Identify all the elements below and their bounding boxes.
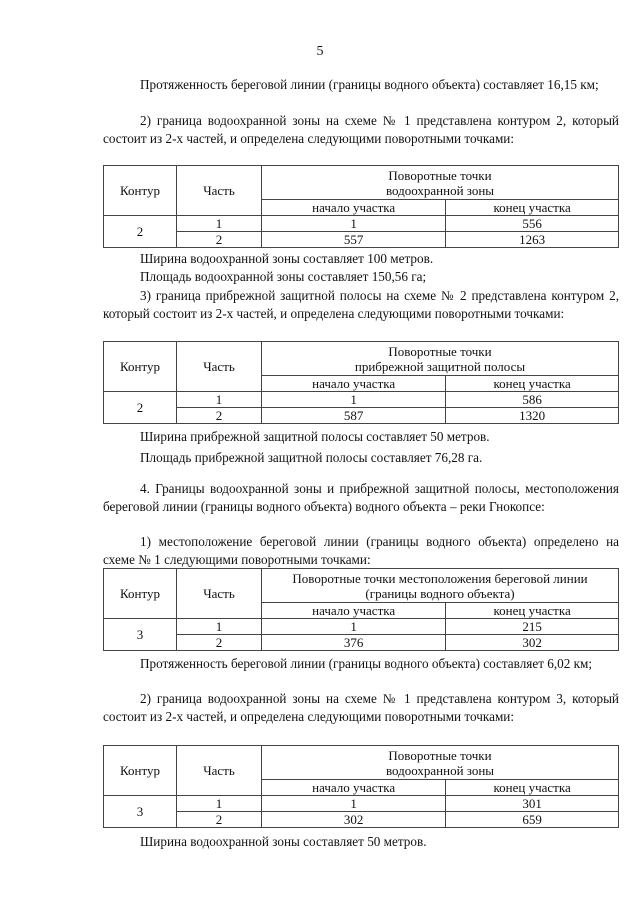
table-row [104,408,619,424]
cell-start: 557 [262,232,446,248]
header-end: конец участка [446,780,619,796]
cell-end: 301 [446,796,619,812]
cell-end: 556 [446,216,619,232]
header-end: конец участка [446,603,619,619]
cell-contour: 3 [104,796,177,828]
header-part: Часть [177,342,262,392]
table-water-zone-contour-2 [103,165,619,248]
cell-end: 215 [446,619,619,635]
header-start: начало участка [262,200,446,216]
text-strip-width: Ширина прибрежной защитной полосы составляет 50 метров. [140,429,490,444]
cell-start: 1 [262,619,446,635]
paragraph-shoreline-length-2: Протяженность береговой линии (границы водного объекта) составляет 6,02 км; [140,656,593,671]
table-row [104,392,619,408]
header-part: Часть [177,166,262,216]
paragraph-water-zone-1: 2) граница водоохранной зоны на схеме № 1 представлена контуром 2, который состоит из 2-х частей, и определена следующими поворотными точками: [103,113,619,146]
header-start: начало участка [262,603,446,619]
cell-end: 1263 [446,232,619,248]
cell-part: 1 [177,619,262,635]
cell-start: 376 [262,635,446,651]
table-row [104,216,619,232]
cell-end: 659 [446,812,619,828]
table-row [104,812,619,828]
cell-end: 586 [446,392,619,408]
table-row [104,232,619,248]
header-contour: Контур [104,746,177,796]
paragraph-water-zone-2: 2) граница водоохранной зоны на схеме № 1 представлена контуром 3, который состоит из 2-х частей, и определена следующими поворотными точками: [103,691,619,724]
header-contour: Контур [104,342,177,392]
header-end: конец участка [446,200,619,216]
cell-part: 2 [177,635,262,651]
cell-part: 2 [177,812,262,828]
table-row [104,619,619,635]
header-turning-points: Поворотные точки прибрежной защитной полосы [262,342,619,376]
table-water-zone-contour-3 [103,745,619,828]
text-strip-area: Площадь прибрежной защитной полосы составляет 76,28 га. [140,450,483,465]
header-start: начало участка [262,376,446,392]
cell-start: 1 [262,392,446,408]
cell-part: 1 [177,216,262,232]
text-zone-area-1: Площадь водоохранной зоны составляет 150,56 га; [140,269,427,284]
header-start: начало участка [262,780,446,796]
cell-part: 2 [177,232,262,248]
cell-end: 302 [446,635,619,651]
text-zone-width-2: Ширина водоохранной зоны составляет 50 метров. [140,834,427,849]
paragraph-protective-strip: 3) граница прибрежной защитной полосы на схеме № 2 представлена контуром 2, который состоит из 2-х частей, и определена следующими поворотными точками: [103,288,619,321]
cell-end: 1320 [446,408,619,424]
table-shoreline-contour-3 [103,568,619,651]
cell-contour: 3 [104,619,177,651]
paragraph-shoreline-length-1: Протяженность береговой линии (границы водного объекта) составляет 16,15 км; [140,77,599,92]
cell-contour: 2 [104,392,177,424]
cell-part: 1 [177,392,262,408]
cell-start: 587 [262,408,446,424]
text-zone-width-1: Ширина водоохранной зоны составляет 100 метров. [140,251,434,266]
paragraph-shoreline-location: 1) местоположение береговой линии (границы водного объекта) определено на схеме № 1 следующими поворотными точками: [103,534,619,567]
header-turning-points: Поворотные точки водоохранной зоны [262,166,619,200]
header-end: конец участка [446,376,619,392]
header-part: Часть [177,746,262,796]
cell-start: 1 [262,796,446,812]
page-number: 5 [316,44,324,59]
cell-contour: 2 [104,216,177,248]
header-contour: Контур [104,166,177,216]
cell-start: 302 [262,812,446,828]
header-turning-points: Поворотные точки местоположения береговой линии (границы водного объекта) [262,569,619,603]
paragraph-section-4: 4. Границы водоохранной зоны и прибрежной защитной полосы, местоположения береговой линии (границы водного объекта) водного объекта – реки Гнокопсе: [103,481,619,514]
cell-part: 1 [177,796,262,812]
table-protective-strip-contour-2 [103,341,619,424]
header-contour: Контур [104,569,177,619]
header-turning-points: Поворотные точки водоохранной зоны [262,746,619,780]
table-row [104,796,619,812]
header-part: Часть [177,569,262,619]
table-row [104,635,619,651]
cell-part: 2 [177,408,262,424]
cell-start: 1 [262,216,446,232]
